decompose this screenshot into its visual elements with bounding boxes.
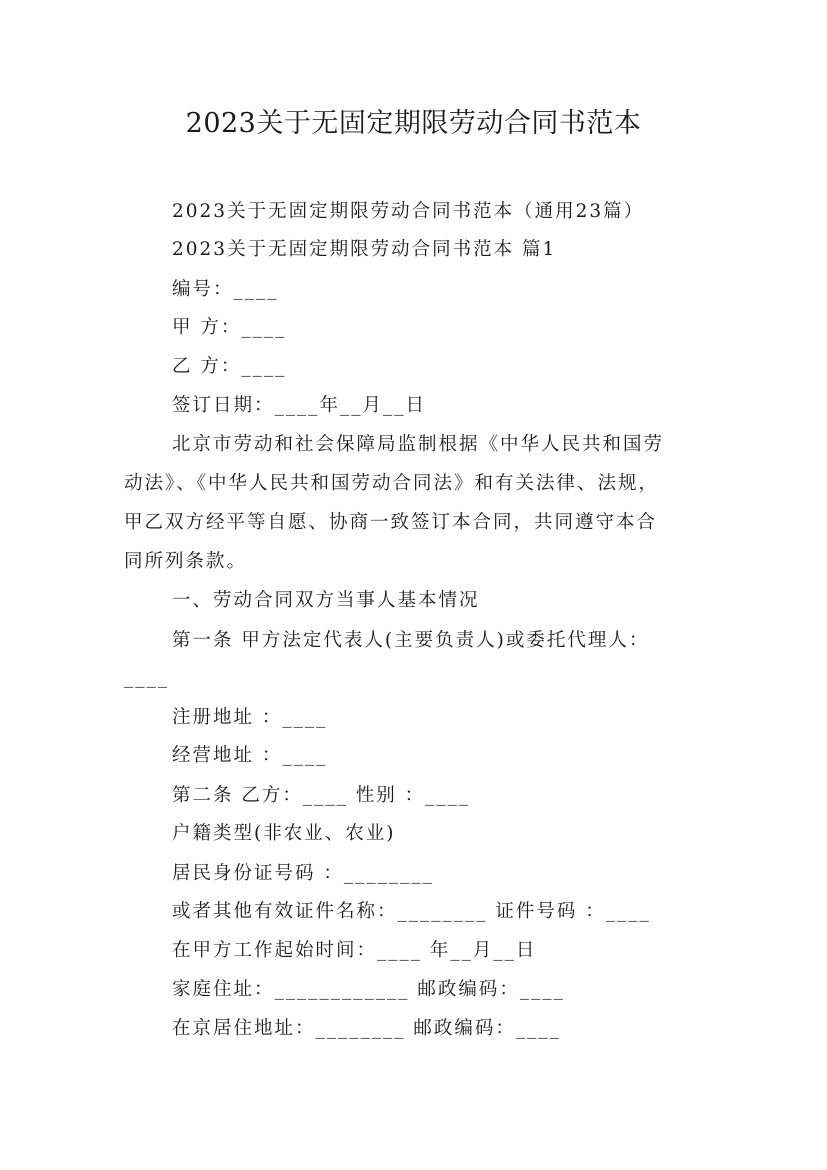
document-title: 2023关于无固定期限劳动合同书范本	[185, 108, 642, 139]
party-a-line: 甲 方：____	[172, 317, 287, 338]
other-id-line: 或者其他有效证件名称：________ 证件号码 ：____	[172, 901, 651, 922]
paragraph-line: 同所列条款。	[124, 551, 248, 572]
paragraph-line: 动法》、《中华人民共和国劳动合同法》和有关法律、法规，	[124, 473, 660, 494]
signing-date-line: 签订日期：____年__月__日	[172, 395, 427, 416]
home-address-line: 家庭住址：____________ 邮政编码：____	[172, 979, 565, 1000]
household-type-line: 户籍类型(非农业、农业)	[172, 823, 396, 844]
business-address-line: 经营地址 ：____	[172, 745, 328, 766]
blank-field-line: ____	[124, 667, 169, 688]
paragraph-line: 北京市劳动和社会保障局监制根据《中华人民共和国劳	[172, 434, 665, 455]
article-line: 第一条 甲方法定代表人(主要负责人)或委托代理人：	[172, 630, 650, 651]
number-field-line: 编号：____	[172, 279, 279, 300]
beijing-address-line: 在京居住地址：________ 邮政编码：____	[172, 1018, 561, 1039]
registered-address-line: 注册地址 ：____	[172, 707, 328, 728]
paragraph-line: 甲乙双方经平等自愿、协商一致签订本合同，共同遵守本合	[124, 512, 658, 533]
party-b-line: 乙 方：____	[172, 356, 287, 377]
section-heading-line: 一、劳动合同双方当事人基本情况	[172, 590, 480, 611]
subtitle-line: 2023关于无固定期限劳动合同书范本（通用23篇）	[172, 201, 645, 222]
article-line: 第二条 乙方：____ 性别 ：____	[172, 785, 471, 806]
id-number-line: 居民身份证号码 ：________	[172, 863, 434, 884]
section-heading-line: 2023关于无固定期限劳动合同书范本 篇1	[172, 239, 557, 260]
start-date-line: 在甲方工作起始时间：____ 年__月__日	[172, 940, 537, 961]
